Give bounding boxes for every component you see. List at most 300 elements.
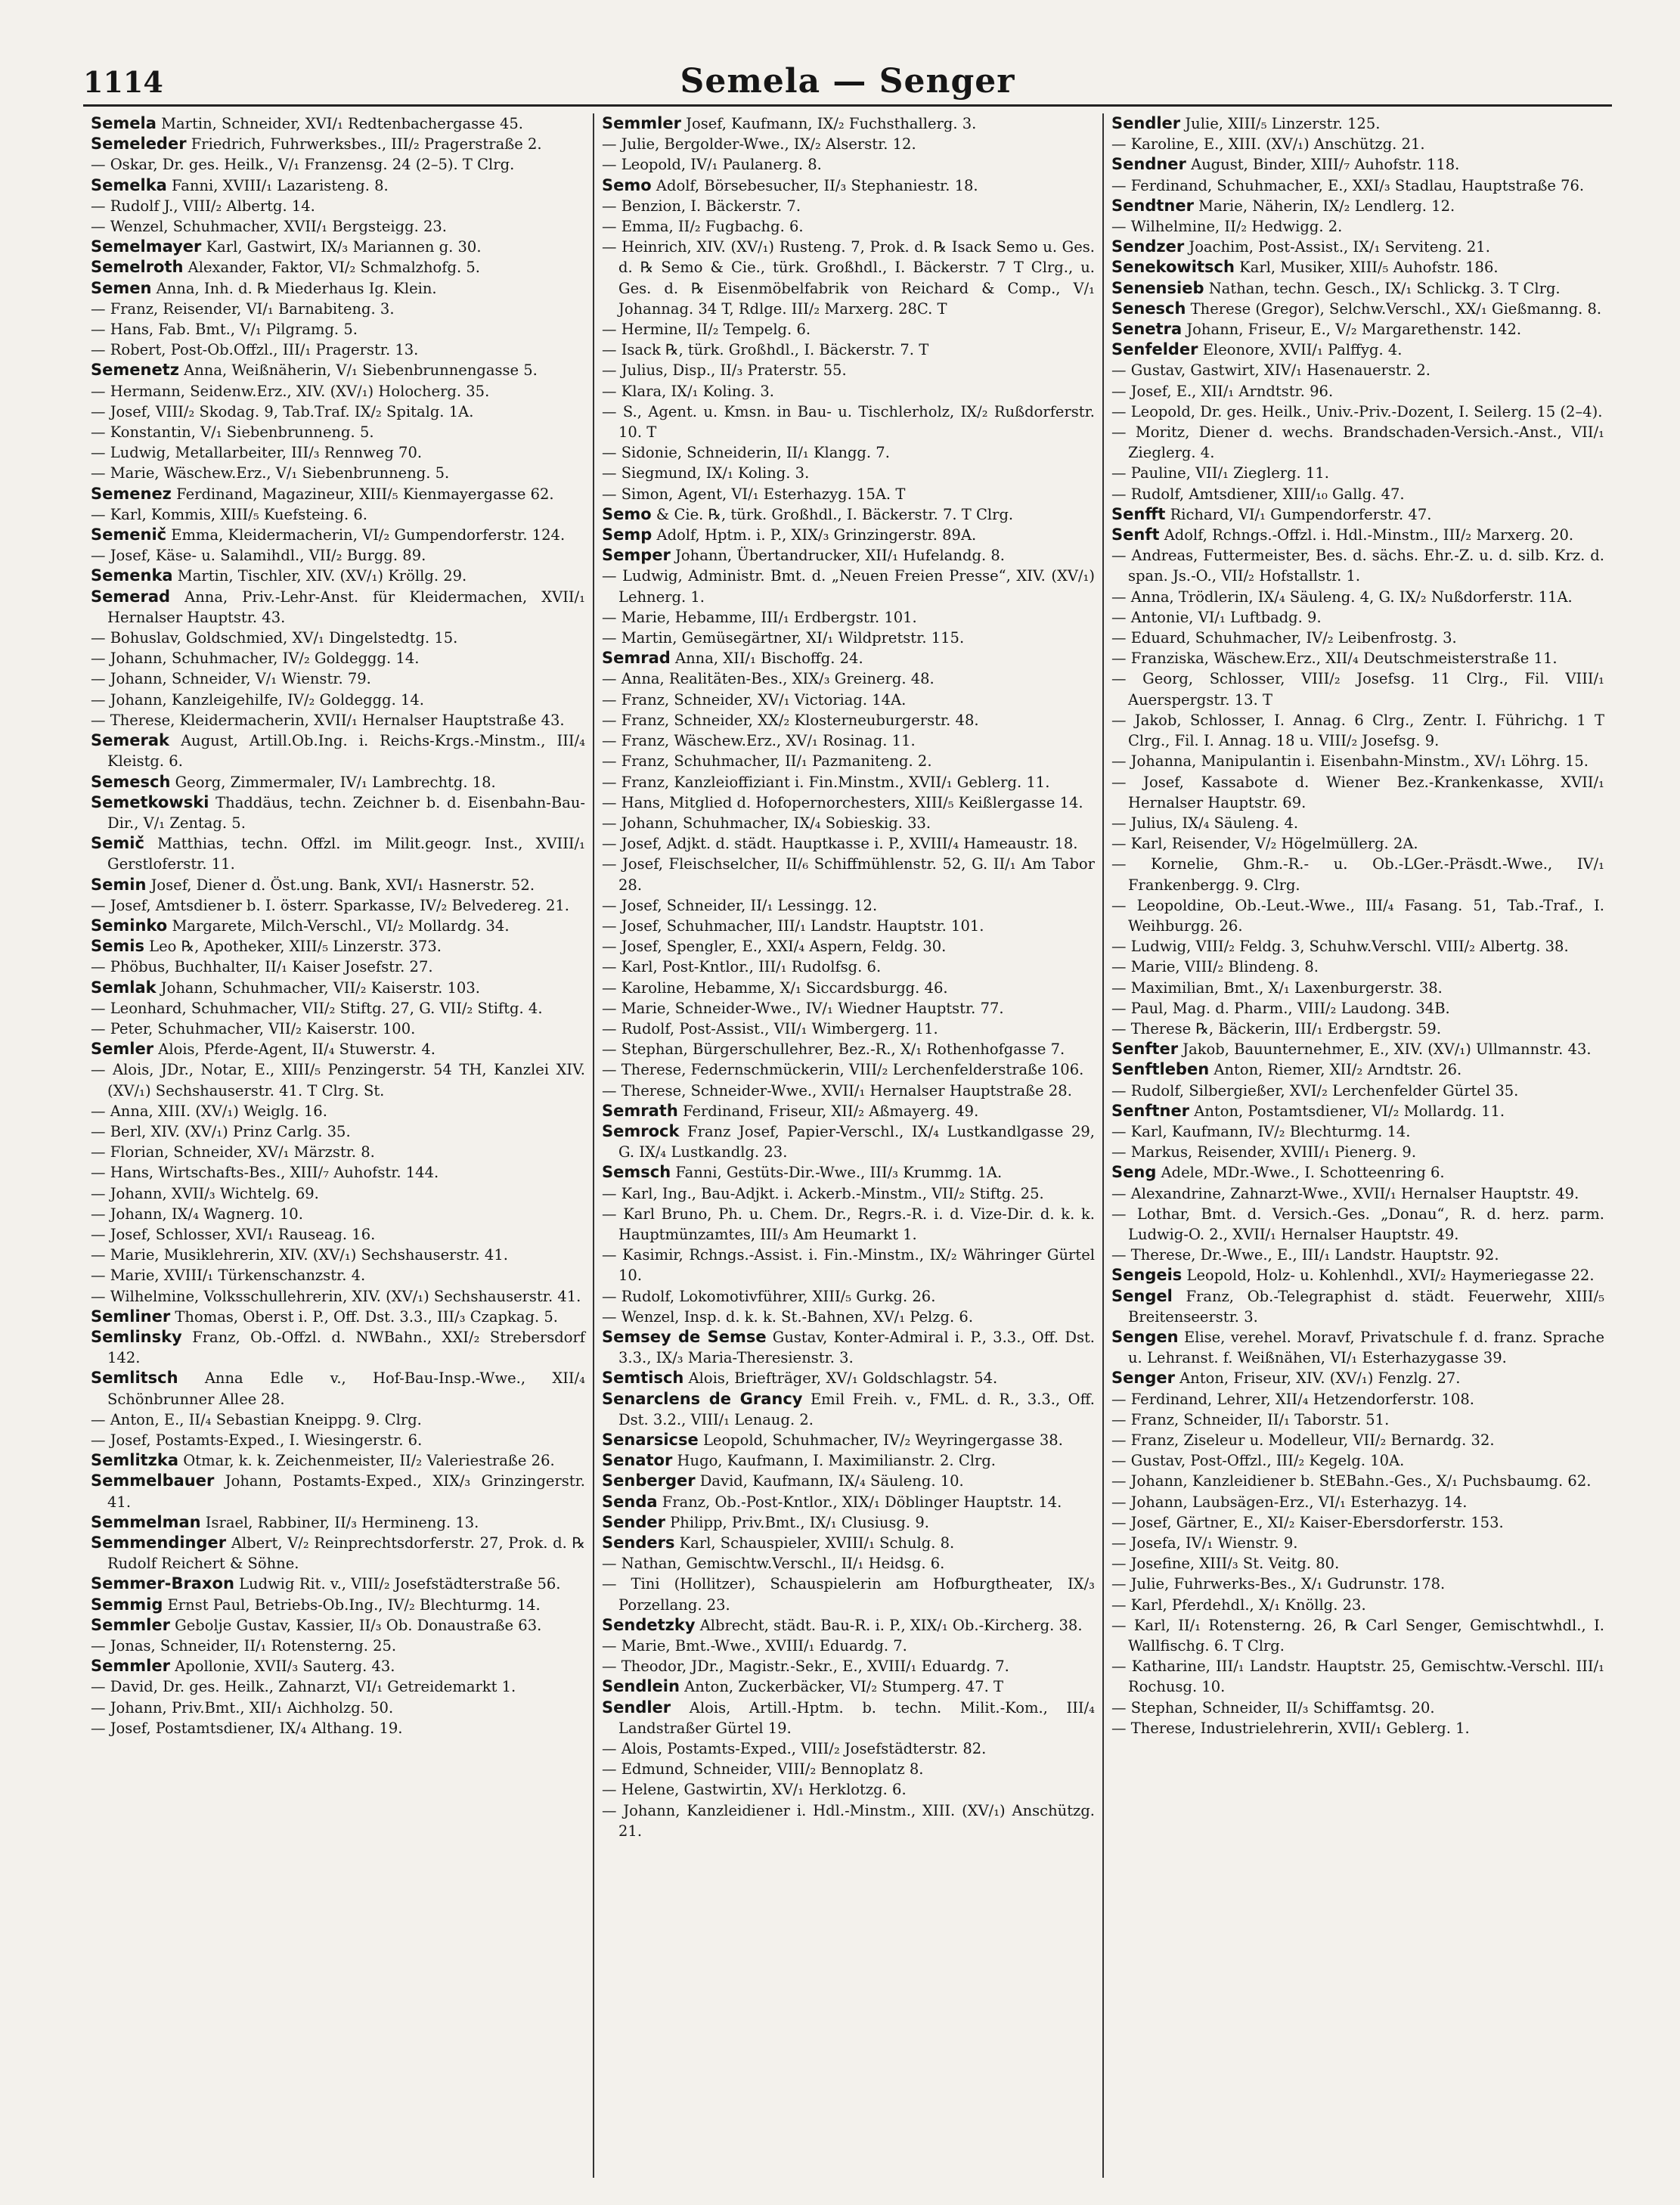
entry-details: — Marie, Wäschew.Erz., V/₁ Siebenbrunneng. 5. [91,464,450,482]
entry-details: Thaddäus, techn. Zeichner b. d. Eisenbahn-Bau-Dir., V/₁ Zentag. 5. [107,793,585,832]
entry-details: Leo ℞, Apotheker, XIII/₅ Linzerstr. 373. [149,938,442,956]
entry-details: — Franz, Reisender, VI/₁ Barnabiteng. 3. [91,299,395,318]
entry-surname: Semlitsch [91,1369,178,1388]
entry-details: — Franziska, Wäschew.Erz., XII/₄ Deutschmeisterstraße 11. [1111,650,1558,668]
directory-entry [602,895,1095,916]
entry-details: — Karl, Ing., Bau-Adjkt. i. Ackerb.-Minstm., VII/₂ Stiftg. 25. [602,1184,1044,1202]
directory-entry [91,237,585,257]
entry-surname: Semrock [602,1121,680,1140]
directory-entry [1111,710,1604,751]
directory-entry [1111,1595,1604,1615]
directory-entry [91,1533,585,1574]
entry-surname: Senfelder [1111,340,1198,359]
directory-entry [1111,1059,1604,1080]
entry-surname: Semtisch [602,1369,684,1388]
entry-surname: Semenetz [91,361,179,380]
entry-details: — Phöbus, Buchhalter, II/₁ Kaiser Josefstr. 27. [91,958,433,976]
entry-surname: Senders [602,1534,675,1552]
entry-details: Leopold, Schuhmacher, IV/₂ Weyringergasse 38. [702,1431,1063,1449]
entry-surname: Semin [91,875,147,894]
entry-details: — Therese, Dr.-Wwe., E., III/₁ Landstr. Hauptstr. 92. [1111,1246,1499,1264]
entry-surname: Sendtner [1111,196,1194,215]
entry-details: — Josef, VIII/₂ Skodag. 9, Tab.Traf. IX/₂ Spitalg. 1A. [91,402,474,420]
entry-details: — Johanna, Manipulantin i. Eisenbahn-Minstm., XV/₁ Löhrg. 15. [1111,752,1589,771]
entry-surname: Semerad [91,587,171,606]
entry-details: — Helene, Gastwirtin, XV/₁ Herklotzg. 6. [602,1781,907,1799]
entry-surname: Semesch [91,772,171,791]
directory-entry [91,1204,585,1224]
directory-entry [1111,936,1604,957]
entry-details: Ludwig Rit. v., VIII/₂ Josefstädterstraße 56. [239,1575,561,1593]
directory-entry [1111,1553,1604,1574]
entry-surname: Senensieb [1111,278,1204,297]
directory-entry [1111,319,1604,340]
entry-details: — Franz, Schneider, XX/₂ Klosterneuburgerstr. 48. [602,711,979,729]
entry-details: — Moritz, Diener d. wechs. Brandschaden-Versich.-Anst., VII/₁ Zieglerg. 4. [1111,423,1604,462]
entry-details: — Edmund, Schneider, VIII/₂ Bennoplatz 8. [602,1760,924,1779]
entry-details: Johann, Schuhmacher, VII/₂ Kaiserstr. 103. [160,978,480,997]
entry-details: — Stephan, Schneider, II/₃ Schiffamtsg. 20. [1111,1698,1435,1717]
directory-entry [91,442,585,463]
entry-details: Alois, Pferde-Agent, II/₄ Stuwerstr. 4. [158,1040,435,1059]
entry-details: — Marie, XVIII/₁ Türkenschanzstr. 4. [91,1267,366,1285]
entry-details: — Josef, Amtsdiener b. I. österr. Sparkasse, IV/₂ Belvedereg. 21. [91,896,570,914]
directory-entry [91,545,585,566]
directory-entry [602,1245,1095,1285]
directory-entry [91,1101,585,1121]
entry-details: Johann, Postamts-Exped., XIX/₃ Grinzingerstr. 41. [107,1472,586,1511]
directory-entry [602,1081,1095,1101]
entry-details: Franz, Ob.-Offzl. d. NWBahn., XXI/₂ Strebersdorf 142. [107,1328,586,1367]
entry-surname: Senda [602,1492,658,1511]
directory-entry [1111,1142,1604,1162]
directory-entry [602,504,1095,525]
entry-details: Johann, Übertandrucker, XII/₁ Hufelandg. 8. [675,547,1005,565]
entry-details: Adolf, Hptm. i. P., XIX/₃ Grinzingerstr. 89A. [656,526,977,544]
entry-details: Josef, Diener d. Öst.ung. Bank, XVI/₁ Hasnerstr. 52. [150,876,535,894]
entry-details: Hugo, Kaufmann, I. Maximilianstr. 2. Clrg. [677,1452,996,1470]
entry-details: Apollonie, XVII/₃ Sauterg. 43. [175,1658,395,1676]
directory-entry [602,916,1095,936]
directory-entry [602,628,1095,648]
entry-details: — Katharine, III/₁ Landstr. Hauptstr. 25, Gemischtw.-Verschl. III/₁ Rochusg. 10. [1111,1658,1604,1696]
entry-details: — Hans, Fab. Bmt., V/₁ Pilgramg. 5. [91,321,358,339]
directory-entry [91,1307,585,1327]
entry-details: — Josefine, XIII/₃ St. Veitg. 80. [1111,1555,1340,1573]
entry-details: — Franz, Schuhmacher, II/₁ Pazmaniteng. 2. [602,752,932,771]
entry-surname: Semmendinger [91,1534,227,1552]
directory-entry [602,1512,1095,1533]
directory-entry [1111,1615,1604,1656]
entry-details: — Marie, Bmt.-Wwe., XVIII/₁ Eduardg. 7. [602,1637,907,1655]
entry-details: — Maximilian, Bmt., X/₁ Laxenburgerstr. 38. [1111,978,1443,997]
directory-entry [602,1492,1095,1512]
entry-details: — Karl, Kaufmann, IV/₂ Blechturmg. 14. [1111,1122,1411,1140]
directory-entry [91,957,585,977]
directory-entry [1111,957,1604,977]
entry-details: Margarete, Milch-Verschl., VI/₂ Mollardg. 34. [172,916,510,935]
entry-details: — Josef, Spengler, E., XXI/₄ Aspern, Feldg. 30. [602,938,947,956]
directory-entry [602,1368,1095,1388]
entry-details: — Karl Bruno, Ph. u. Chem. Dr., Regrs.-R. i. d. Vize-Dir. d. k. k. Hauptmünzamtes, III/₃ Am Heumarkt 1. [602,1205,1095,1243]
entry-details: — Josef, Gärtner, E., XI/₂ Kaiser-Ebersdorferstr. 153. [1111,1513,1504,1531]
entry-details: — Konstantin, V/₁ Siebenbrunneng. 5. [91,423,374,442]
directory-entry [91,936,585,957]
directory-entry [91,319,585,340]
entry-surname: Semliner [91,1307,171,1326]
directory-entry [602,1059,1095,1080]
entry-details: Karl, Gastwirt, IX/₃ Mariannen g. 30. [206,238,482,256]
entry-details: — Tini (Hollitzer), Schauspielerin am Hofburgtheater, IX/₃ Porzellang. 23. [602,1575,1095,1614]
entry-details: — Josef, Fleischselcher, II/₆ Schiffmühlenstr. 52, G. II/₁ Am Tabor 28. [602,855,1095,894]
entry-surname: Semelroth [91,258,184,277]
entry-details: — Wenzel, Schuhmacher, XVII/₁ Bergsteigg. 23. [91,218,447,236]
entry-details: — Nathan, Gemischtw.Verschl., II/₁ Heidsg. 6. [602,1555,945,1573]
entry-details: Alexander, Faktor, VI/₂ Schmalzhofg. 5. [188,259,480,277]
entry-details: Julie, XIII/₅ Linzerstr. 125. [1185,115,1381,132]
directory-entry [91,668,585,689]
directory-entry [1111,668,1604,709]
directory-entry [1111,1204,1604,1245]
entry-details: Emma, Kleidermacherin, VI/₂ Gumpendorferstr. 124. [171,526,566,544]
entry-surname: Semlak [91,978,157,997]
entry-surname: Senetra [1111,320,1183,339]
directory-entry [1111,587,1604,607]
entry-surname: Senftner [1111,1101,1190,1120]
directory-entry [1111,1656,1604,1697]
directory-entry [91,504,585,525]
directory-entry [1111,813,1604,833]
directory-entry [91,895,585,916]
entry-details: — Franz, Kanzleioffiziant i. Fin.Minstm., XVII/₁ Geblerg. 11. [602,773,1050,791]
directory-entry [1111,1019,1604,1039]
entry-details: — S., Agent. u. Kmsn. in Bau- u. Tischlerholz, IX/₂ Rußdorferstr. 10. T [602,402,1095,442]
entry-details: — Martin, Gemüsegärtner, XI/₁ Wildpretstr. 115. [602,629,965,647]
entry-details: — Emma, II/₂ Fugbachg. 6. [602,218,804,236]
entry-details: — Hermann, Seidenw.Erz., XIV. (XV/₁) Holocherg. 35. [91,382,490,400]
directory-entry [91,1059,585,1100]
directory-entry [91,1224,585,1245]
entry-details: — Ferdinand, Schuhmacher, E., XXI/₃ Stadlau, Hauptstraße 76. [1111,176,1585,194]
entry-surname: Semmelbauer [91,1472,215,1490]
entry-details: — Anna, Realitäten-Bes., XIX/₃ Greinerg. 48. [602,670,935,688]
directory-entry [91,1327,585,1368]
directory-entry [602,1183,1095,1204]
directory-entry [91,1656,585,1676]
entry-surname: Semič [91,834,144,853]
directory-entry [1111,1101,1604,1121]
entry-details: — Josef, Schuhmacher, III/₁ Landstr. Hauptstr. 101. [602,916,984,935]
entry-details: — Siegmund, IX/₁ Koling. 3. [602,464,810,482]
entry-details: — Marie, VIII/₂ Blindeng. 8. [1111,958,1319,976]
entry-details: — Johann, Schneider, V/₁ Wienstr. 79. [91,670,371,688]
directory-entry [1111,1183,1604,1204]
entry-details: — Heinrich, XIV. (XV/₁) Rusteng. 7, Prok. d. ℞ Isack Semo u. Ges. d. ℞ Semo & Cie., türk. Großhdl., I. Bäckerstr. 7 T Clrg., u. Ges. d. ℞ Eisenmöbelfabrik von Reichard & Comp., V/₁ Johannag. 34 T, Rdlge. III/₂ Marxerg. 28C. T [602,238,1095,318]
entry-details: Albrecht, städt. Bau-R. i. P., XIX/₁ Ob.-Kircherg. 38. [699,1616,1083,1634]
directory-entry [1111,1718,1604,1738]
entry-details: Anna, Weißnäherin, V/₁ Siebenbrunnengasse 5. [184,361,538,380]
entry-details: Anton, Riemer, XII/₂ Arndtstr. 26. [1214,1061,1462,1079]
entry-details: — Johann, Kanzleidiener i. Hdl.-Minstm., XIII. (XV/₁) Anschützg. 21. [602,1801,1095,1840]
entry-details: — Leopoldine, Ob.-Leut.-Wwe., III/₄ Fasang. 51, Tab.-Traf., I. Weihburgg. 26. [1111,896,1604,935]
entry-surname: Semenka [91,566,173,585]
entry-details: Franz, Ob.-Post-Kntlor., XIX/₁ Döblinger Hauptstr. 14. [662,1493,1062,1511]
entry-surname: Semelka [91,175,167,194]
entry-surname: Senekowitsch [1111,258,1235,277]
entry-details: — Ludwig, Administr. Bmt. d. „Neuen Freien Presse“, XIV. (XV/₁) Lehnerg. 1. [602,567,1095,606]
directory-entry [91,1676,585,1697]
directory-entry [602,1327,1095,1368]
entry-details: Karl, Musiker, XIII/₅ Auhofstr. 186. [1239,259,1499,277]
directory-entry [1111,113,1604,134]
entry-details: — Rudolf, Lokomotivführer, XIII/₅ Gurkg. 26. [602,1287,936,1305]
entry-details: — Marie, Schneider-Wwe., IV/₁ Wiedner Hauptstr. 77. [602,999,1004,1017]
directory-entry [602,1471,1095,1491]
directory-entry [91,587,585,628]
entry-surname: Semsey de Semse [602,1327,767,1346]
directory-entry [1111,1286,1604,1327]
entry-surname: Semenič [91,526,167,544]
directory-entry [602,463,1095,483]
directory-entry [602,978,1095,998]
directory-entry [1111,1245,1604,1265]
entry-details: — David, Dr. ges. Heilk., Zahnarzt, VI/₁ Getreidemarkt 1. [91,1678,516,1696]
entry-details: Elise, verehel. Moravf, Privatschule f. d. franz. Sprache u. Lehranst. f. Weißnähen, VI/₁ Esterhazygasse 39. [1128,1328,1605,1367]
entry-details: — Anton, E., II/₄ Sebastian Kneippg. 9. Clrg. [91,1410,422,1428]
directory-entry [602,1101,1095,1121]
entry-details: Georg, Zimmermaler, IV/₁ Lambrechtg. 18. [175,773,496,791]
directory-entry [1111,257,1604,278]
directory-entry [1111,772,1604,813]
entry-details: — Wilhelmine, Volksschullehrerin, XIV. (XV/₁) Sechshauserstr. 41. [91,1287,581,1305]
entry-details: Johann, Friseur, E., V/₂ Margarethenstr. 142. [1186,321,1522,339]
entry-details: — Markus, Reisender, XVIII/₁ Pienerg. 9. [1111,1143,1417,1161]
directory-entry [1111,422,1604,463]
entry-details: — Ludwig, Metallarbeiter, III/₃ Rennweg 70. [91,444,423,462]
directory-entry [91,875,585,895]
entry-details: — Johann, IX/₄ Wagnerg. 10. [91,1205,303,1223]
entry-details: — Bohuslav, Goldschmied, XV/₁ Dingelstedtg. 15. [91,629,458,647]
directory-entry [602,1779,1095,1800]
entry-surname: Semler [91,1040,154,1059]
entry-surname: Semrad [602,649,671,668]
directory-entry [91,690,585,710]
entry-details: — Johann, Schuhmacher, IV/₂ Goldeggg. 14. [91,650,420,668]
directory-entry [91,792,585,833]
entry-details: Gustav, Konter-Admiral i. P., 3.3., Off. Dst. 3.3., IX/₃ Maria-Theresienstr. 3. [618,1328,1096,1367]
directory-entry [602,442,1095,463]
entry-details: Anton, Postamtsdiener, VI/₂ Mollardg. 11. [1194,1102,1505,1120]
directory-entry [602,545,1095,566]
directory-entry [602,175,1095,196]
directory-entry [602,813,1095,833]
entry-details: Richard, VI/₁ Gumpendorferstr. 47. [1170,505,1432,523]
entry-details: — Eduard, Schuhmacher, IV/₂ Leibenfrostg. 3. [1111,629,1457,647]
page-number: 1114 [83,65,163,99]
directory-entry [602,936,1095,957]
entry-details: — Johann, Kanzleigehilfe, IV/₂ Goldeggg. 14. [91,690,425,709]
directory-entry [602,607,1095,628]
entry-details: — Kasimir, Rchngs.-Assist. i. Fin.-Minstm., IX/₂ Währinger Gürtel 10. [602,1246,1095,1285]
entry-surname: Senfft [1111,504,1166,523]
directory-entry [91,257,585,278]
entry-details: — Anna, Trödlerin, IX/₄ Säuleng. 4, G. IX/₂ Nußdorferstr. 11A. [1111,588,1573,606]
entry-details: & Cie. ℞, türk. Großhdl., I. Bäckerstr. 7. T Clrg. [656,505,1014,523]
directory-entry [602,525,1095,545]
entry-details: Anton, Zuckerbäcker, VI/₂ Stumperg. 47. T [684,1678,1004,1696]
entry-details: — Gustav, Post-Offzl., III/₂ Kegelg. 10A. [1111,1452,1405,1470]
entry-surname: Sendzer [1111,237,1185,256]
directory-entry [1111,1389,1604,1410]
directory-entry [91,463,585,483]
entry-details: Emil Freih. v., FML. d. R., 3.3., Off. Dst. 3.2., VIII/₁ Lenaug. 2. [618,1390,1096,1428]
entry-details: — Leopold, Dr. ges. Heilk., Univ.-Priv.-Dozent, I. Seilerg. 15 (2–4). [1111,402,1603,420]
entry-surname: Semp [602,526,652,544]
entry-details: — Robert, Post-Ob.Offzl., III/₁ Pragerstr. 13. [91,341,419,359]
entry-details: — Andreas, Futtermeister, Bes. d. sächs. Ehr.-Z. u. d. silb. Krz. d. span. Js.-O., VII/₂ Hofstallstr. 1. [1111,547,1604,585]
directory-entry [602,1430,1095,1450]
entry-details: — Karl, Kommis, XIII/₅ Kuefsteing. 6. [91,505,367,523]
entry-details: Matthias, techn. Offzl. im Milit.geogr. Inst., XVIII/₁ Gerstloferstr. 11. [107,835,585,873]
entry-details: Friedrich, Fuhrwerksbes., III/₂ Pragerstraße 2. [191,135,542,154]
directory-entry [1111,854,1604,895]
entry-surname: Semela [91,114,157,132]
directory-entry [1111,1450,1604,1471]
directory-entry [602,1738,1095,1759]
entry-surname: Semo [602,175,652,194]
directory-entry [1111,1533,1604,1553]
directory-entry [1111,1327,1604,1368]
entry-details: Jakob, Bauunternehmer, E., XIV. (XV/₁) Ullmannstr. 43. [1183,1040,1592,1059]
entry-details: — Julie, Bergolder-Wwe., IX/₂ Alserstr. 12. [602,135,916,154]
entry-details: — Gustav, Gastwirt, XIV/₁ Hasenauerstr. 2. [1111,361,1430,380]
entry-details: Gebolje Gustav, Kassier, II/₃ Ob. Donaustraße 63. [175,1616,542,1634]
directory-entry [1111,196,1604,216]
directory-entry [1111,1430,1604,1450]
entry-details: August, Binder, XIII/₇ Auhofstr. 118. [1191,156,1460,174]
entry-details: — Jakob, Schlosser, I. Annag. 6 Clrg., Zentr. I. Führichg. 1 T Clrg., Fil. I. Annag. 18 u. VIII/₂ Josefsg. 9. [1111,711,1604,750]
entry-surname: Semmler [602,114,681,132]
directory-entry [1111,1162,1604,1183]
entry-surname: Semmler [91,1615,170,1634]
directory-entry [602,154,1095,175]
directory-entry [1111,1492,1604,1512]
entry-details: — Hermine, II/₂ Tempelg. 6. [602,321,811,339]
entry-details: — Therese, Kleidermacherin, XVII/₁ Hernalser Hauptstraße 43. [91,711,565,729]
entry-details: — Karoline, E., XIII. (XV/₁) Anschützg. 21. [1111,135,1425,154]
entry-details: Otmar, k. k. Zeichenmeister, II/₂ Valeriestraße 26. [183,1452,555,1470]
directory-entry [602,1553,1095,1574]
directory-entry [91,134,585,154]
column-3 [1102,113,1612,2178]
entry-surname: Senberger [602,1472,696,1490]
directory-entry [602,1615,1095,1636]
directory-entry [602,792,1095,813]
entry-details: — Marie, Hebamme, III/₁ Erdbergstr. 101. [602,608,917,626]
directory-entry [91,299,585,319]
entry-surname: Semmer-Braxon [91,1574,234,1593]
entry-surname: Senft [1111,526,1160,544]
directory-entry [602,710,1095,730]
directory-entry [1111,504,1604,525]
directory-entry [91,402,585,422]
directory-entry [91,1162,585,1183]
running-head: Semela — Senger [680,62,1015,101]
entry-surname: Senfter [1111,1040,1179,1059]
entry-details: — Rudolf, Silbergießer, XVI/₂ Lerchenfelder Gürtel 35. [1111,1081,1519,1099]
directory-entry [602,957,1095,977]
directory-entry [91,1121,585,1142]
entry-details: — Franz, Ziseleur u. Modelleur, VII/₂ Bernardg. 32. [1111,1431,1495,1449]
entry-details: — Johann, Priv.Bmt., XII/₁ Aichholzg. 50. [91,1698,394,1717]
entry-details: — Hans, Mitglied d. Hofopernorchesters, XIII/₅ Keißlergasse 14. [602,793,1083,811]
directory-entry [1111,1081,1604,1101]
entry-details: Ferdinand, Magazineur, XIII/₅ Kienmayergasse 62. [176,485,554,503]
entry-surname: Senator [602,1451,673,1470]
entry-details: — Josef, Kassabote d. Wiener Bez.-Krankenkasse, XVII/₁ Hernalser Hauptstr. 69. [1111,773,1604,811]
entry-details: — Karl, Pferdehdl., X/₁ Knöllg. 23. [1111,1596,1366,1614]
directory-entry [602,1800,1095,1841]
entry-details: Fanni, Gestüts-Dir.-Wwe., III/₃ Krummg. 1A. [675,1164,1003,1182]
directory-entry [91,1245,585,1265]
directory-entry [91,340,585,360]
entry-details: — Therese ℞, Bäckerin, III/₁ Erdbergstr. 59. [1111,1019,1442,1037]
entry-details: — Alexandrine, Zahnarzt-Wwe., XVII/₁ Hernalser Hauptstr. 49. [1111,1184,1579,1202]
column-2 [593,113,1102,2178]
directory-entry [1111,1471,1604,1491]
entry-details: Marie, Näherin, IX/₂ Lendlerg. 12. [1198,197,1455,215]
directory-entry [1111,1368,1604,1388]
entry-details: — Josef, Schlosser, XVI/₁ Rauseag. 16. [91,1225,376,1243]
entry-surname: Sengen [1111,1327,1179,1346]
directory-entry [1111,402,1604,422]
entry-details: — Isack ℞, türk. Großhdl., I. Bäckerstr. 7. T [602,341,929,359]
directory-entry [91,628,585,648]
entry-details: Alois, Briefträger, XV/₁ Goldschlagstr. 54. [688,1369,998,1388]
directory-entry [91,1698,585,1718]
entry-details: Josef, Kaufmann, IX/₂ Fuchsthallerg. 3. [686,115,977,132]
directory-entry [91,216,585,237]
directory-entry [602,1533,1095,1553]
entry-details: — Johann, XVII/₃ Wichtelg. 69. [91,1184,319,1202]
entry-details: — Antonie, VI/₁ Luftbadg. 9. [1111,608,1322,626]
entry-details: — Josef, Käse- u. Salamihdl., VII/₂ Burgg. 89. [91,547,426,565]
column-1 [83,113,593,2178]
directory-entry [91,484,585,504]
directory-entry [1111,751,1604,771]
directory-entry [602,360,1095,380]
entry-surname: Sengeis [1111,1266,1183,1285]
entry-details: — Theodor, JDr., Magistr.-Sekr., E., XVIII/₁ Eduardg. 7. [602,1658,1009,1676]
directory-entry [1111,1121,1604,1142]
entry-details: — Leonhard, Schuhmacher, VII/₂ Stiftg. 27, G. VII/₂ Stiftg. 4. [91,999,543,1017]
directory-entry [1111,607,1604,628]
directory-entry [1111,1265,1604,1285]
entry-details: — Rudolf J., VIII/₂ Albertg. 14. [91,197,315,215]
directory-entry [91,1183,585,1204]
directory-entry [91,1512,585,1533]
directory-entry [602,668,1095,689]
directory-entry [602,1019,1095,1039]
directory-entry [1111,895,1604,936]
entry-surname: Semmler [91,1657,170,1676]
entry-details: David, Kaufmann, IX/₄ Säuleng. 10. [699,1472,964,1490]
directory-entry [91,1368,585,1409]
entry-details: — Josef, E., XII/₁ Arndtstr. 96. [1111,382,1334,400]
entry-details: Adolf, Börsebesucher, II/₃ Stephaniestr. 18. [656,176,978,194]
entry-surname: Semis [91,937,144,956]
entry-surname: Seminko [91,916,168,935]
